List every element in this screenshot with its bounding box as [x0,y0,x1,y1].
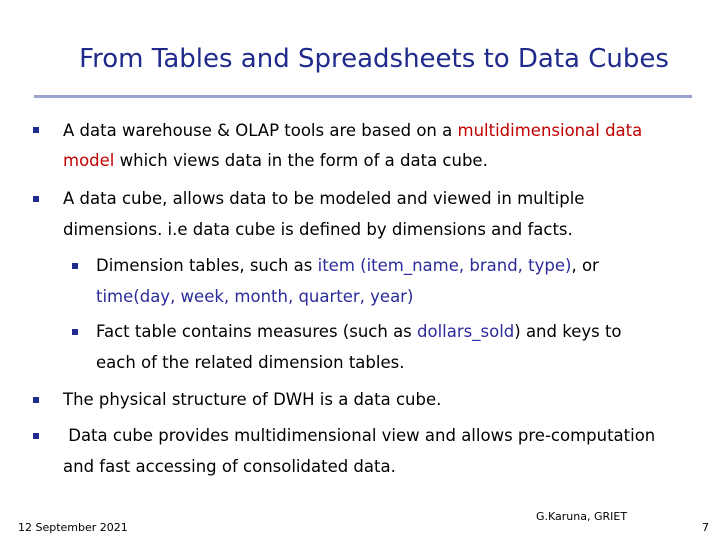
sub-bullet-2-line-1 [96,315,622,348]
bullet-1-line-2 [63,144,488,177]
bullet-3-line-1: The physical structure of DWH is a data cube. [63,390,442,409]
sub-bullet-marker-icon [72,263,78,269]
bullet-marker-icon [33,196,39,202]
bullet-2-line-1: A data cube, allows data to be modeled and viewed in multiple [63,189,585,208]
bullet-marker-icon [33,433,39,439]
bullet-4-line-2: and fast accessing of consolidated data. [63,457,396,476]
sub-bullet-1-line-2: time(day, week, month, quarter, year) [96,287,414,306]
footer-date: 12 September 2021 [18,521,128,534]
bullet-1-highlight-2: model [63,151,115,170]
bullet-4-line-1: Data cube provides multidimensional view and allows pre-computation [63,426,656,445]
sub-bullet-1-line-1 [96,249,599,282]
bullet-1-text-2: which views data in the form of a data cube. [114,151,488,170]
bullet-1-text: A data warehouse & OLAP tools are based on a [63,121,458,140]
bullet-marker-icon [33,127,39,133]
sub-bullet-2-suffix: ) and keys to [514,322,622,341]
footer-author: G.Karuna, GRIET [536,510,628,523]
slide-title: From Tables and Spreadsheets to Data Cubes [79,44,669,74]
sub-bullet-1-highlight: item (item_name, brand, type) [317,256,572,275]
bullet-1-highlight: multidimensional data [457,121,643,140]
sub-bullet-marker-icon [72,329,78,335]
title-divider [34,95,692,98]
bullet-2-line-2: dimensions. i.e data cube is defined by dimensions and facts. [63,220,573,239]
sub-bullet-1-text: Dimension tables, such as [96,256,318,275]
sub-bullet-2-line-2: each of the related dimension tables. [96,353,405,372]
bullet-1-line-1 [63,114,642,147]
sub-bullet-2-text: Fact table contains measures (such as [96,322,418,341]
bullet-marker-icon [33,397,39,403]
page-number: 7 [702,521,709,534]
sub-bullet-1-suffix: , or [571,256,599,275]
sub-bullet-2-highlight: dollars_sold [417,322,515,341]
